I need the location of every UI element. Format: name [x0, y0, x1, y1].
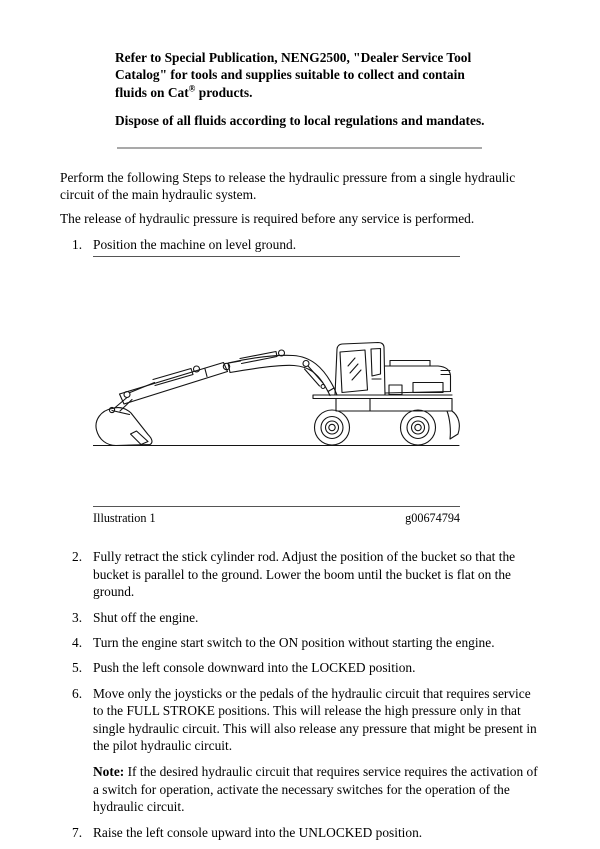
- step-7-number: 7.: [72, 824, 83, 840]
- step-5: [60, 659, 540, 676]
- step-2: [60, 548, 540, 600]
- illustration-caption: Illustration 1: [93, 511, 156, 526]
- notice-paragraph-1-tail: products.: [195, 84, 253, 100]
- step-1-text: Position the machine on level ground.: [93, 236, 297, 252]
- spacer: [60, 527, 540, 540]
- excavator-illustration: [93, 257, 460, 506]
- step-5-number: 5.: [72, 660, 83, 676]
- step-5-text: Push the left console downward into the LOCKED position.: [93, 660, 416, 676]
- illustration-figure-id: g00674794: [405, 511, 460, 526]
- fluids-notice-block: [115, 49, 486, 130]
- step-1-number: 1.: [72, 236, 83, 252]
- notice-paragraph-2: Dispose of all fluids according to local regulations and mandates.: [115, 113, 485, 129]
- note-text: If the desired hydraulic circuit that requires service requires the activation of a switch for operation, activate the necessary switches for the operation of the hydraulic circuit.: [93, 764, 538, 815]
- illustration-figure: [93, 256, 460, 507]
- step-7: [60, 824, 540, 841]
- notice-paragraph-1-text: Refer to Special Publication, NENG2500, "Dealer Service Tool Catalog" for tools and supplies suitable to collect and contain fluids on Cat: [115, 50, 472, 100]
- step-3-text: Shut off the engine.: [93, 609, 199, 625]
- registered-trademark-symbol: ®: [188, 83, 196, 94]
- step-1: [60, 236, 540, 253]
- section-divider-rule: [117, 147, 482, 149]
- step-2-number: 2.: [72, 549, 83, 565]
- step-6-note: [93, 763, 540, 815]
- step-4-number: 4.: [72, 634, 83, 650]
- step-6: [60, 685, 540, 816]
- step-2-text: Fully retract the stick cylinder rod. Adjust the position of the bucket so that the bucket is parallel to the ground. Lower the boom until the bucket is flat on the ground.: [93, 549, 516, 600]
- step-4-text: Turn the engine start switch to the ON position without starting the engine.: [93, 634, 495, 650]
- intro-paragraph-2: The release of hydraulic pressure is required before any service is performed.: [60, 210, 475, 226]
- step-3-number: 3.: [72, 609, 83, 625]
- step-6-text: [93, 685, 540, 816]
- step-4: [60, 634, 540, 651]
- illustration-caption-row: [93, 511, 460, 527]
- step-7-text: Raise the left console upward into the UNLOCKED position.: [93, 824, 423, 840]
- note-label: Note:: [93, 764, 125, 780]
- step-6-number: 6.: [72, 685, 83, 701]
- procedure-steps-list: [60, 236, 540, 841]
- notice-paragraph-1: [115, 49, 486, 101]
- step-3: [60, 609, 540, 626]
- step-6-body: Move only the joysticks or the pedals of the hydraulic circuit that requires service to the FULL STROKE positions. This will release the high pressure only in that single hydraulic circuit. This will also release any pressure that might be present in the pilot hydraulic circuit.: [93, 685, 537, 754]
- intro-paragraph-1: Perform the following Steps to release the hydraulic pressure from a single hydraulic circuit of the main hydraulic system.: [60, 169, 516, 203]
